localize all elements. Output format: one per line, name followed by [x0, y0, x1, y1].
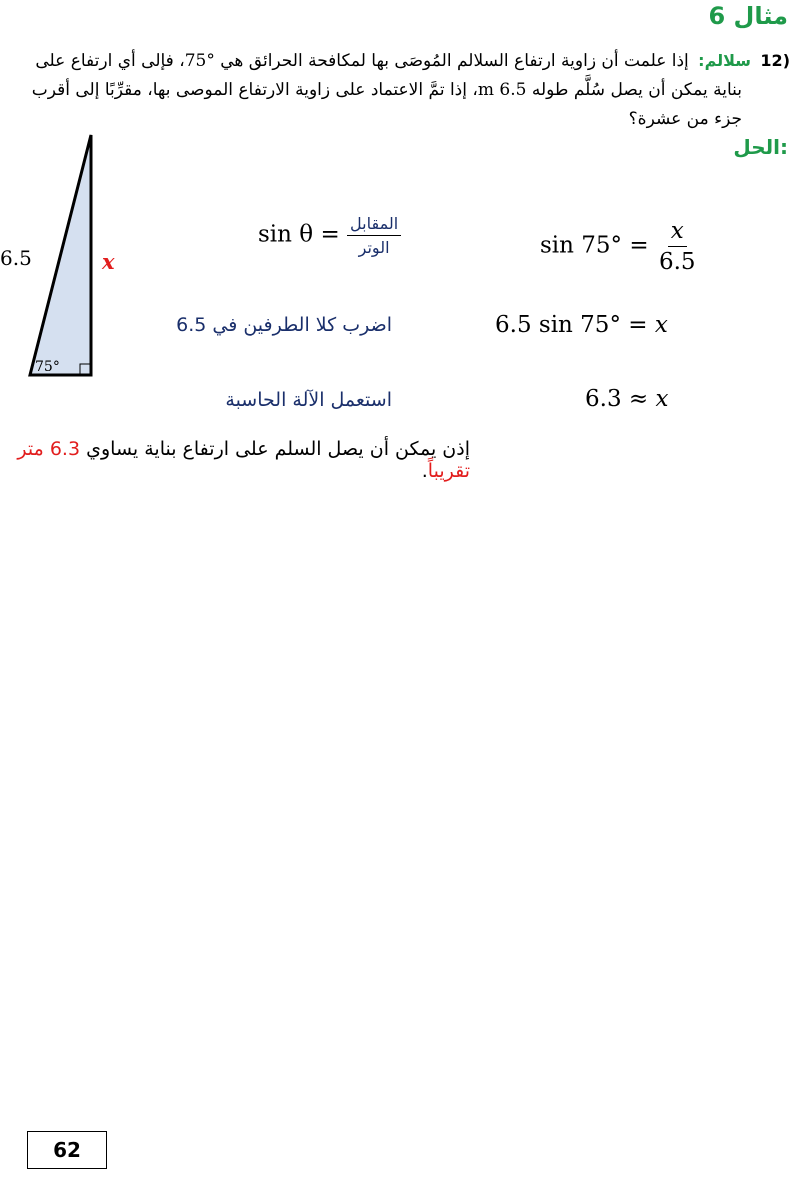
step-1-denominator: 6.5: [658, 249, 696, 275]
triangle-shape: [30, 135, 91, 375]
sine-def-fraction: [347, 214, 401, 257]
question-text: [6, 46, 790, 134]
sine-def-numerator: المقابل: [347, 214, 401, 236]
step-2-expression: 6.5 sin 75° =: [495, 312, 655, 338]
question-line-1: إذا علمت أن زاوية ارتفاع السلالم المُوصَى بها لمكافحة الحرائق هي °75، فإلى أي ارتفاع على: [35, 51, 689, 71]
step-1-fraction: [656, 218, 699, 275]
example-title: مثال 6: [708, 2, 788, 30]
step-3-note: استعمل الآلة الحاسبة: [225, 389, 392, 411]
step-1-numerator: x: [668, 218, 687, 247]
question-line-2: بناية يمكن أن يصل سُلَّم طوله 6.5 m، إذا تمَّ الاعتماد على زاوية الارتفاع الموصى بها، مقرِّبًا إلى أقرب: [31, 80, 742, 100]
step-3-equation: [585, 386, 668, 412]
step-3-variable: x: [655, 386, 669, 412]
question-number: (12: [760, 51, 790, 70]
angle-label: 75°: [35, 359, 60, 375]
conclusion-text: إذن يمكن أن يصل السلم على ارتفاع بناية يساوي: [86, 438, 470, 460]
step-1-equation: [540, 218, 699, 275]
conclusion-value: 6.3: [49, 438, 81, 460]
conclusion-sentence: [0, 438, 470, 482]
question-keyword: سلالم:: [698, 51, 752, 70]
conclusion-unit: متر تقريباً: [17, 438, 470, 482]
page-number-box: [27, 1131, 107, 1169]
sine-def-denominator: الوتر: [358, 238, 390, 257]
step-3-expression: 6.3 ≈: [585, 386, 656, 412]
question-line-3: جزء من عشرة؟: [628, 109, 742, 129]
step-2-variable: x: [654, 312, 668, 338]
step-2-note: اضرب كلا الطرفين في 6.5: [176, 314, 392, 336]
solution-label: الحل:: [733, 135, 788, 159]
side-x-label: x: [102, 249, 115, 274]
triangle-figure: [0, 125, 140, 385]
page-number: 62: [53, 1138, 81, 1162]
hypotenuse-label: 6.5: [0, 246, 32, 270]
sine-def-lhs: sin θ =: [258, 221, 340, 248]
step-1-lhs: sin 75° =: [540, 232, 649, 259]
conclusion-end: .: [421, 460, 428, 482]
sine-definition: [258, 214, 401, 257]
step-2-equation: [495, 312, 668, 338]
